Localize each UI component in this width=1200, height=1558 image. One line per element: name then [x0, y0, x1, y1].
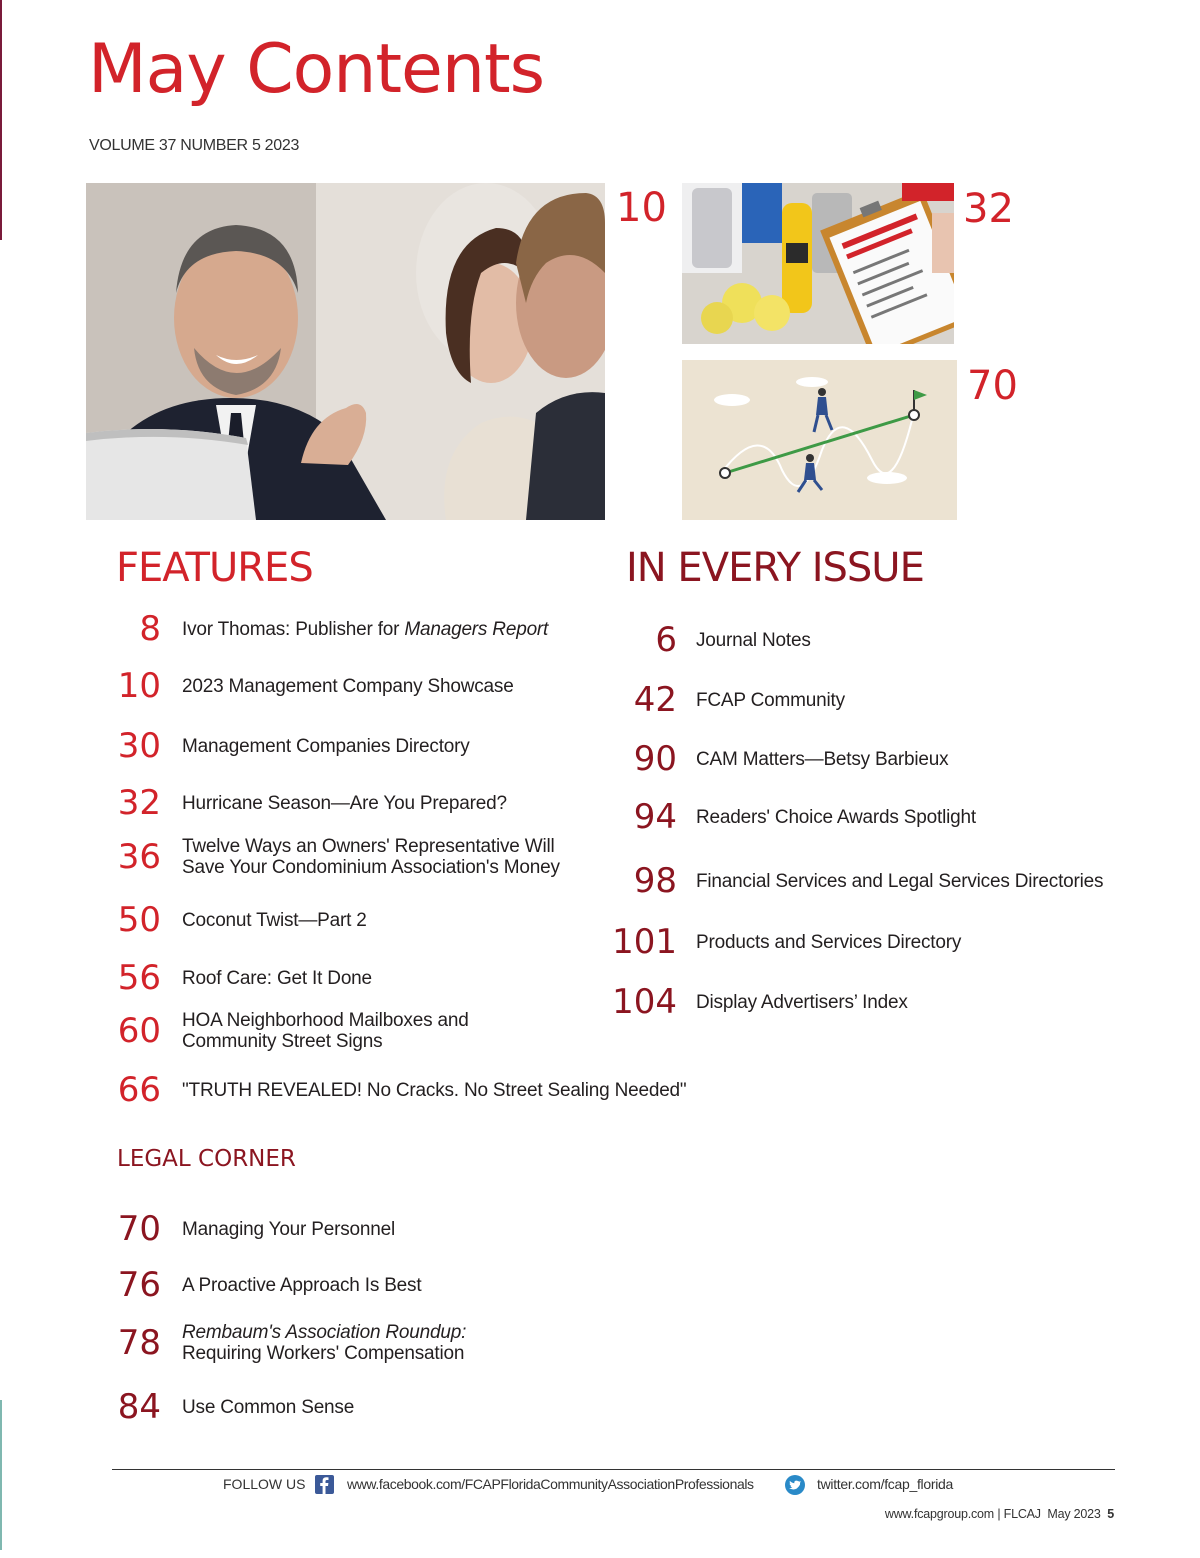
separator: |	[997, 1507, 1004, 1521]
issue-title: Readers' Choice Awards Spotlight	[696, 806, 976, 828]
issue-entry[interactable]	[585, 620, 811, 660]
issue-entry[interactable]	[585, 982, 908, 1022]
legal-title: A Proactive Approach Is Best	[182, 1274, 422, 1296]
feature-entry[interactable]	[84, 900, 367, 940]
edge-mark-bottom	[0, 1400, 2, 1550]
issue-title: FCAP Community	[696, 689, 845, 711]
page-number: 10	[117, 666, 161, 706]
page-number: 42	[633, 680, 677, 720]
issue-entry[interactable]	[585, 797, 976, 837]
edge-mark	[0, 0, 2, 240]
issue-entry[interactable]	[585, 680, 845, 720]
page-number: 32	[117, 783, 161, 823]
feature-title: HOA Neighborhood Mailboxes and Community Street Signs	[182, 1010, 469, 1052]
feature-title: Twelve Ways an Owners' Representative Will Save Your Condominium Association's Money	[182, 836, 560, 878]
feature-title: Coconut Twist—Part 2	[182, 909, 367, 931]
image-page-number: 70	[967, 363, 1018, 409]
image-page-number: 32	[963, 186, 1014, 232]
follow-us-label: FOLLOW US	[223, 1476, 306, 1492]
feature-title: Hurricane Season—Are You Prepared?	[182, 792, 507, 814]
issue-date: May 2023	[1047, 1507, 1101, 1521]
progress-illustration	[682, 360, 957, 520]
page-number: 8	[139, 609, 161, 649]
page-number: 78	[117, 1323, 161, 1363]
legal-corner-heading: LEGAL CORNER	[117, 1146, 296, 1172]
feature-title: "TRUTH REVEALED! No Cracks. No Street Sealing Needed"	[182, 1079, 687, 1101]
feature-title: 2023 Management Company Showcase	[182, 675, 514, 697]
legal-entry[interactable]	[84, 1387, 355, 1427]
legal-title: Rembaum's Association Roundup: Requiring Workers' Compensation	[182, 1322, 467, 1364]
page-number: 98	[633, 861, 677, 901]
twitter-link[interactable]: twitter.com/fcap_florida	[817, 1476, 953, 1492]
feature-entry[interactable]	[84, 783, 507, 823]
page-number: 6	[655, 620, 677, 660]
site-url: www.fcapgroup.com	[884, 1507, 995, 1521]
page-title: May Contents	[88, 30, 545, 109]
feature-entry[interactable]	[84, 958, 372, 998]
meeting-photo	[86, 183, 605, 520]
page-number: 60	[117, 1011, 161, 1051]
feature-entry[interactable]	[84, 836, 560, 878]
issue-title: Financial Services and Legal Services Directories	[696, 870, 1104, 892]
page-number: 101	[612, 922, 677, 962]
page-number: 56	[117, 958, 161, 998]
legal-entry[interactable]	[84, 1322, 466, 1364]
page-number: 84	[117, 1387, 161, 1427]
page-footer-info	[885, 1507, 1114, 1521]
page-number-footer: 5	[1107, 1507, 1114, 1521]
legal-entry[interactable]	[84, 1209, 396, 1249]
feature-title: Ivor Thomas: Publisher for Managers Report	[182, 618, 549, 640]
page-number: 94	[633, 797, 677, 837]
feature-title: Roof Care: Get It Done	[182, 967, 372, 989]
issue-title: Display Advertisers’ Index	[696, 991, 908, 1013]
twitter-icon[interactable]	[785, 1475, 805, 1495]
in-every-issue-heading: IN EVERY ISSUE	[626, 545, 924, 591]
issue-entry[interactable]	[585, 739, 949, 779]
legal-entry[interactable]	[84, 1265, 422, 1305]
feature-entry[interactable]	[84, 726, 470, 766]
journal-name: FLCAJ	[1003, 1507, 1041, 1521]
feature-entry[interactable]	[84, 666, 514, 706]
page-number: 30	[117, 726, 161, 766]
features-heading: FEATURES	[116, 545, 313, 591]
page-number: 90	[633, 739, 677, 779]
issue-title: Products and Services Directory	[696, 931, 962, 953]
footer-divider	[112, 1469, 1115, 1470]
feature-entry[interactable]	[84, 609, 549, 649]
emergency-kit-photo	[682, 183, 954, 344]
feature-title: Management Companies Directory	[182, 735, 470, 757]
issue-title: CAM Matters—Betsy Barbieux	[696, 748, 949, 770]
feature-entry[interactable]	[84, 1010, 469, 1052]
legal-title: Managing Your Personnel	[182, 1218, 396, 1240]
page-number: 104	[612, 982, 677, 1022]
issue-title: Journal Notes	[696, 629, 811, 651]
legal-title: Use Common Sense	[182, 1396, 355, 1418]
page-number: 70	[117, 1209, 161, 1249]
facebook-icon[interactable]	[315, 1475, 334, 1494]
facebook-link[interactable]: www.facebook.com/FCAPFloridaCommunityAssociationProfessionals	[347, 1476, 754, 1492]
page-number: 50	[117, 900, 161, 940]
image-page-number: 10	[616, 185, 667, 231]
issue-entry[interactable]	[585, 922, 962, 962]
feature-entry[interactable]	[84, 1070, 687, 1110]
volume-line: VOLUME 37 NUMBER 5 2023	[89, 137, 300, 154]
page-number: 66	[117, 1070, 161, 1110]
issue-entry[interactable]	[585, 861, 1104, 901]
page-number: 36	[117, 837, 161, 877]
page-number: 76	[117, 1265, 161, 1305]
